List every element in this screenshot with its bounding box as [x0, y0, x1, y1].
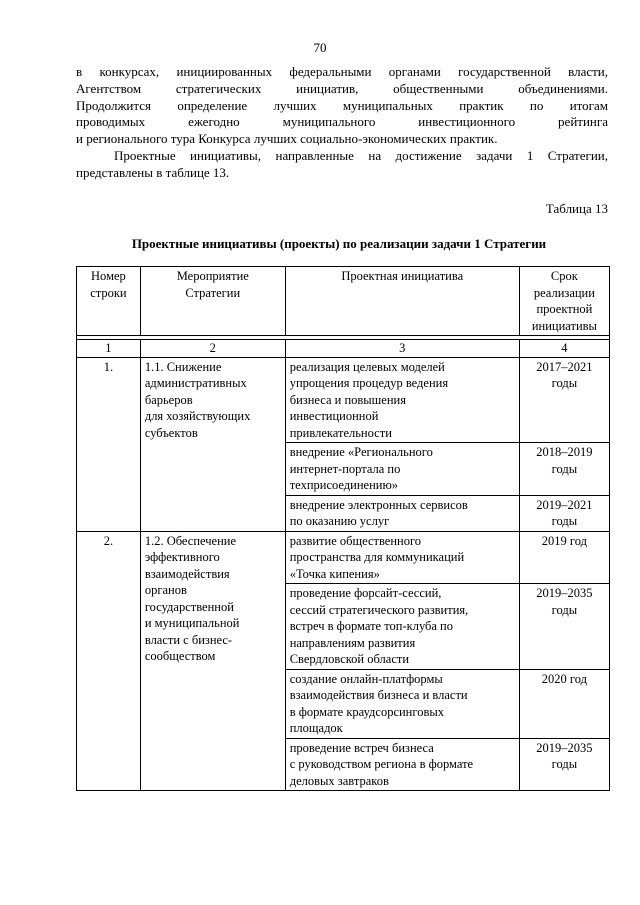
initiative-line: в формате краудсорсинговых: [289, 704, 444, 719]
paragraph-line: Агентством стратегических инициатив, общественными объединениями.: [76, 80, 608, 96]
initiatives-table: [76, 266, 610, 791]
term-cell: [519, 669, 609, 738]
paragraph-line: Продолжится определение лучших муниципальных практик по итогам: [76, 97, 608, 113]
measure-line: для хозяйствующих: [144, 409, 251, 423]
term-line: годы: [551, 514, 578, 528]
measure-line: взаимодействия: [144, 566, 230, 581]
header-line: Срок: [550, 269, 578, 283]
initiative-line: интернет-портала по: [289, 461, 401, 476]
initiative-line: внедрение электронных сервисов: [289, 497, 468, 512]
measure-line: 1.2. Обеспечение: [144, 533, 237, 548]
page-number: 70: [313, 40, 327, 55]
measure-line: сообществом: [144, 649, 216, 663]
initiative-cell: [285, 584, 519, 670]
term-line: 2019–2035: [536, 586, 593, 600]
initiative-cell: [285, 443, 519, 496]
column-number: 3: [285, 340, 519, 358]
measure-line: 1.1. Снижение: [144, 359, 222, 374]
initiative-line: внедрение «Регионального: [289, 445, 433, 459]
measure-line: и муниципальной: [144, 616, 240, 630]
term-line: годы: [551, 757, 578, 771]
column-number: 4: [519, 340, 609, 358]
header-line: проектной: [536, 302, 593, 316]
measure-line: органов: [144, 583, 187, 597]
initiative-line: проведение встреч бизнеса: [289, 740, 434, 755]
measure-cell: [140, 531, 285, 791]
paragraph-line: представлены в таблице 13.: [76, 164, 230, 180]
header-line: Мероприятие: [176, 269, 249, 283]
term-line: годы: [551, 602, 578, 617]
measure-line: барьеров: [144, 392, 193, 407]
header-line: Стратегии: [185, 285, 241, 300]
term-cell: [519, 531, 609, 584]
term-line: 2019–2035: [536, 740, 593, 755]
initiative-line: взаимодействия бизнеса и власти: [289, 688, 468, 702]
measure-line: государственной: [144, 599, 234, 614]
paragraph-line: в конкурсах, инициированных федеральными органами государственной власти,: [76, 64, 608, 79]
column-number: 2: [140, 340, 285, 358]
table-header-row: [77, 267, 610, 336]
initiative-line: создание онлайн-платформы: [289, 671, 443, 686]
paragraph-line: проводимых ежегодно муниципального инвестиционного рейтинга: [76, 114, 608, 130]
header-line: Проектная инициатива: [341, 269, 464, 283]
column-number-row: [77, 340, 610, 358]
header-row-number: [77, 267, 141, 336]
header-initiative: [285, 267, 519, 336]
header-measure: [140, 267, 285, 336]
header-line: Номер: [91, 269, 126, 283]
initiative-line: бизнеса и повышения: [289, 392, 406, 407]
term-line: годы: [551, 376, 578, 390]
initiative-line: сессий стратегического развития,: [289, 602, 469, 617]
header-line: реализации: [533, 285, 595, 300]
term-line: годы: [551, 461, 578, 476]
measure-line: субъектов: [144, 425, 198, 440]
term-line: 2019 год: [541, 533, 587, 548]
initiative-line: Свердловской области: [289, 652, 410, 666]
term-line: 2020 год: [541, 671, 587, 686]
initiative-cell: [285, 531, 519, 584]
initiative-line: реализация целевых моделей: [289, 359, 445, 374]
term-cell: [519, 443, 609, 496]
term-cell: [519, 357, 609, 443]
header-line: строки: [90, 285, 127, 300]
paragraph-1: [76, 64, 608, 148]
measure-line: административных: [144, 376, 247, 390]
initiative-line: упрощения процедур ведения: [289, 376, 449, 390]
header-line: инициативы: [531, 318, 597, 333]
initiative-cell: [285, 495, 519, 531]
initiative-cell: [285, 738, 519, 791]
table-row: [77, 531, 610, 584]
measure-cell: [140, 357, 285, 531]
initiative-line: привлекательности: [289, 425, 392, 440]
term-cell: [519, 738, 609, 791]
table-label: Таблица 13: [545, 201, 608, 216]
initiative-line: с руководством региона в формате: [289, 757, 474, 771]
measure-line: эффективного: [144, 550, 220, 564]
initiative-line: пространства для коммуникаций: [289, 550, 465, 564]
term-line: 2018–2019: [536, 445, 593, 459]
initiative-line: направлениям развития: [289, 635, 416, 650]
term-line: 2017–2021: [536, 359, 593, 374]
initiative-line: развитие общественного: [289, 533, 422, 548]
term-line: 2019–2021: [536, 497, 593, 512]
paragraph-2: [76, 148, 608, 182]
header-term: [519, 267, 609, 336]
paragraph-line: Проектные инициативы, направленные на достижение задачи 1 Стратегии,: [114, 148, 608, 163]
initiative-cell: [285, 357, 519, 443]
initiative-cell: [285, 669, 519, 738]
initiative-line: «Точка кипения»: [289, 566, 380, 581]
initiative-line: площадок: [289, 721, 343, 735]
table-row: [77, 357, 610, 443]
measure-line: власти с бизнес-: [144, 632, 233, 647]
table-title: Проектные инициативы (проекты) по реализации задачи 1 Стратегии: [131, 236, 547, 251]
initiative-line: по оказанию услуг: [289, 514, 390, 528]
column-number: 1: [77, 340, 141, 358]
initiative-line: техприсоединению»: [289, 478, 399, 492]
initiative-line: инвестиционной: [289, 409, 379, 423]
row-number: 2.: [77, 531, 141, 791]
initiative-line: встреч в формате топ-клуба по: [289, 619, 453, 633]
term-cell: [519, 495, 609, 531]
initiative-line: деловых завтраков: [289, 773, 389, 788]
paragraph-line: и регионального тура Конкурса лучших социально-экономических практик.: [76, 131, 498, 147]
row-number: 1.: [77, 357, 141, 531]
term-cell: [519, 584, 609, 670]
initiative-line: проведение форсайт-сессий,: [289, 586, 442, 600]
